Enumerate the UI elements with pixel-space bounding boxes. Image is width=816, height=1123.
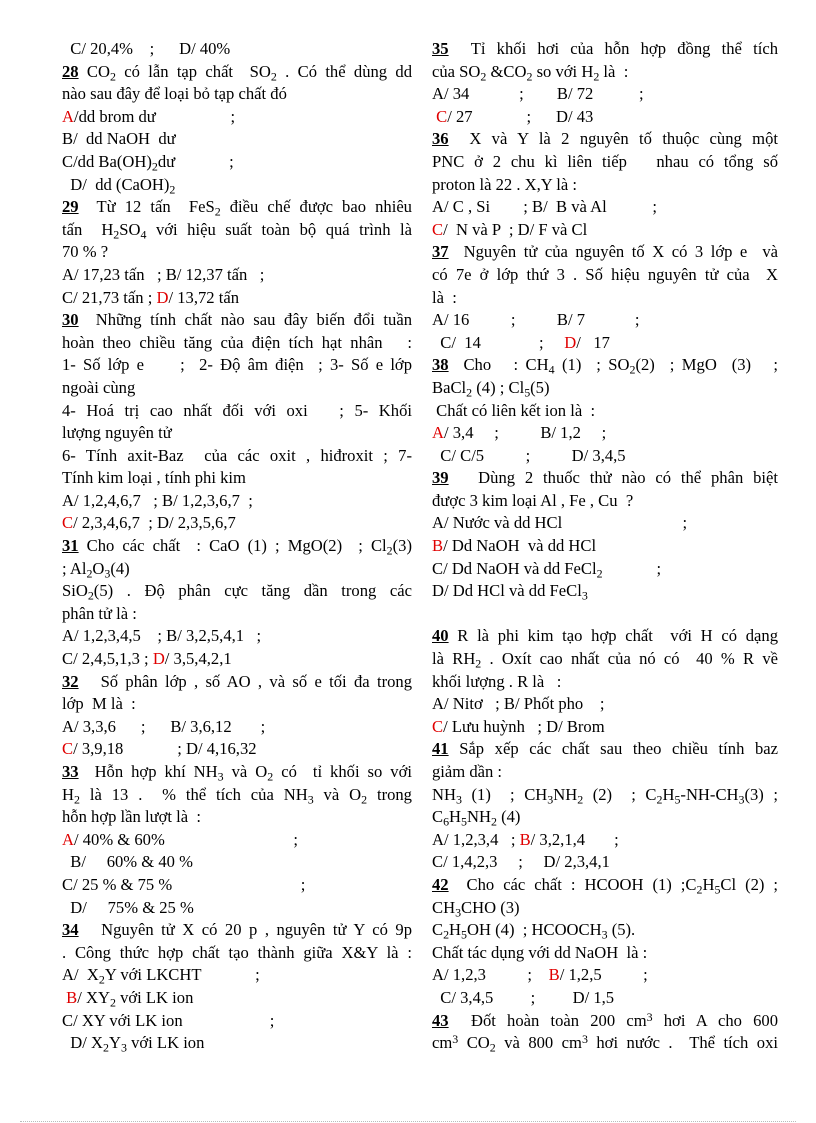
line-text: A/ 1,2,3 ; xyxy=(432,965,549,985)
line-text: có 7e ở lớp thứ 3 . Số hiệu nguyên tử của X xyxy=(432,264,778,284)
line-text: Cho : $CH_4$ (1) ; $SO_2(2)$ ; MgO (3) ; xyxy=(448,355,778,377)
line-text: lớp M là : xyxy=(62,694,136,714)
question-line xyxy=(62,61,412,84)
text-line xyxy=(432,332,778,355)
text-line xyxy=(432,784,778,807)
line-text: 70 % ? xyxy=(62,242,109,262)
text-line xyxy=(432,851,778,874)
text-line xyxy=(62,128,412,151)
answer-letter: C xyxy=(432,219,444,239)
line-text: A/ 34 ; B/ 72 ; xyxy=(432,84,644,104)
text-line xyxy=(432,648,778,671)
line-text: C/ 3,4,5 ; D/ 1,5 xyxy=(432,987,615,1007)
text-line xyxy=(62,332,412,355)
question-line xyxy=(432,1010,778,1033)
text-line xyxy=(432,919,778,942)
line-text: A/ 1,2,3,4,5 ; B/ 3,2,5,4,1 ; xyxy=(62,626,262,646)
text-line xyxy=(62,400,412,423)
text-line xyxy=(432,558,778,581)
text-line xyxy=(62,174,412,197)
question-number: 28 xyxy=(62,61,79,81)
question-line xyxy=(62,919,412,942)
line-text: A/ Nitơ ; B/ Phốt pho ; xyxy=(432,694,605,714)
right-column xyxy=(432,38,778,1055)
line-text: $CO_2$ có lẫn tạp chất $SO_2$ . Có thể dùng dd xyxy=(78,61,413,83)
text-line xyxy=(62,512,412,535)
text-line xyxy=(62,1010,412,1033)
text-line xyxy=(62,964,412,987)
line-text: Dùng 2 thuốc thử nào có thể phân biệt xyxy=(448,468,778,488)
text-line xyxy=(62,784,412,807)
line-text: / 17 xyxy=(576,332,610,352)
line-text: của $SO_2$ $\&CO_2$ so với $H_2$ là : xyxy=(432,61,629,83)
line-text: C/ 2,4,5,1,3 ; xyxy=(62,649,153,669)
line-text: B/ 60% & 40 % xyxy=(62,852,193,872)
text-line xyxy=(432,400,778,423)
line-text: A/ $X_2Y$ với LKCHT ; xyxy=(62,965,260,987)
line-text: Chất tác dụng với dd NaOH là : xyxy=(432,942,648,962)
answer-letter: C xyxy=(436,106,448,126)
question-line xyxy=(62,196,412,219)
question-line xyxy=(62,535,412,558)
text-line xyxy=(62,467,412,490)
page-footer-divider xyxy=(20,1121,796,1122)
line-text: / Lưu huỳnh ; D/ Brom xyxy=(443,716,605,736)
line-text: proton là 22 . X,Y là : xyxy=(432,174,578,194)
question-number: 34 xyxy=(62,920,79,940)
text-line xyxy=(432,806,778,829)
answer-letter: A xyxy=(432,423,444,443)
line-text: C/dd $Ba(OH)_2dư$ ; xyxy=(62,151,234,174)
text-line xyxy=(62,851,412,874)
answer-letter: C xyxy=(432,716,444,736)
line-text: $C_2H_5OH$ (4) ; $HCOOCH_3$ (5). xyxy=(432,920,636,942)
question-line xyxy=(62,309,412,332)
line-text: Tính kim loại , tính phi kim xyxy=(62,468,246,488)
line-text: D/ Dd HCl và dd FeCl$_3$ xyxy=(432,581,588,603)
question-number: 30 xyxy=(62,310,79,330)
question-number: 39 xyxy=(432,468,449,488)
text-line xyxy=(432,897,778,920)
line-text: hỗn hợp lần lượt là : xyxy=(62,807,201,827)
line-text: $CH_3CHO$ (3) xyxy=(432,897,520,919)
question-line xyxy=(432,128,778,151)
text-line xyxy=(62,241,412,264)
line-text: D/ $X_2Y_3$ với LK ion xyxy=(62,1033,205,1055)
text-line xyxy=(62,106,412,129)
text-line xyxy=(62,738,412,761)
text-line xyxy=(432,309,778,332)
answer-letter: C xyxy=(62,513,74,533)
line-text: C/ C/5 ; D/ 3,4,5 xyxy=(432,445,626,465)
answer-letter: B xyxy=(548,965,560,985)
line-text: lượng nguyên tử xyxy=(62,423,172,443)
question-line xyxy=(432,38,778,61)
text-line xyxy=(62,829,412,852)
answer-letter: D xyxy=(564,332,577,352)
text-line xyxy=(432,987,778,1010)
question-number: 31 xyxy=(62,536,79,556)
text-line xyxy=(62,897,412,920)
text-line xyxy=(432,490,778,513)
text-line xyxy=(62,603,412,626)
text-line xyxy=(432,716,778,739)
text-line xyxy=(62,354,412,377)
question-number: 37 xyxy=(432,242,449,262)
text-line xyxy=(62,377,412,400)
line-text: / 3,9,18 ; D/ 4,16,32 xyxy=(73,739,257,759)
question-number: 40 xyxy=(432,626,449,646)
text-line xyxy=(62,987,412,1010)
line-text: A/ 3,3,6 ; B/ 3,6,12 ; xyxy=(62,716,266,736)
text-line xyxy=(62,151,412,174)
question-line xyxy=(432,874,778,897)
line-text: Hỗn hợp khí $NH_3$ và $O_2$ có tỉ khối so với xyxy=(78,762,412,784)
text-line xyxy=(432,512,778,535)
line-text: D/ 75% & 25 % xyxy=(62,897,194,917)
line-text: là : xyxy=(432,287,457,307)
text-line xyxy=(62,83,412,106)
line-text: $C_6H_5NH_2$ (4) xyxy=(432,807,521,829)
question-number: 32 xyxy=(62,671,79,691)
left-column xyxy=(62,38,412,1055)
line-text: A/ 1,2,4,6,7 ; B/ 1,2,3,6,7 ; xyxy=(62,490,253,510)
text-line xyxy=(432,106,778,129)
answer-letter: B xyxy=(519,829,531,849)
line-text: SiO$_2$(5) . Độ phân cực tăng dần trong các xyxy=(62,581,412,603)
line-text: là $RH_2$ . Oxít cao nhất của nó có 40 % R về xyxy=(432,649,778,671)
line-text: PNC ở 2 chu kì liên tiếp nhau có tổng số xyxy=(432,151,778,171)
line-text: Số phân lớp , số AO , và số e tối đa trong xyxy=(78,671,412,691)
question-line xyxy=(62,761,412,784)
line-text: Cho các chất : HCOOH (1) $;C_2H_5Cl$ (2) ; xyxy=(448,874,779,897)
question-line xyxy=(432,241,778,264)
question-number: 41 xyxy=(432,739,449,759)
line-text: Tỉ khối hơi của hỗn hợp đồng thể tích xyxy=(448,39,778,58)
text-line xyxy=(62,716,412,739)
answer-letter: B xyxy=(432,536,444,556)
line-text: C/ 14 ; xyxy=(432,332,565,352)
question-number: 29 xyxy=(62,197,79,217)
text-line xyxy=(62,264,412,287)
line-text: C/ 21,73 tấn ; xyxy=(62,287,157,307)
text-line xyxy=(62,1032,412,1055)
line-text: /dd brom dư ; xyxy=(73,106,236,126)
line-text: / 40% & 60% ; xyxy=(73,829,298,849)
line-text: 1- Số lớp e ; 2- Độ âm điện ; 3- Số e lớp xyxy=(62,355,412,375)
line-text: Nguyên tử X có 20 p , nguyên tử Y có 9p xyxy=(78,920,412,940)
text-line xyxy=(432,264,778,287)
text-line xyxy=(62,580,412,603)
text-line xyxy=(432,196,778,219)
text-line xyxy=(62,874,412,897)
text-line xyxy=(432,964,778,987)
text-line xyxy=(432,174,778,197)
text-line xyxy=(432,671,778,694)
line-text: 6- Tính axit-Baz của các oxit , hiđroxit ; 7- xyxy=(62,445,412,465)
text-line xyxy=(432,61,778,84)
line-text: C/ XY với LK ion ; xyxy=(62,1010,275,1030)
text-line xyxy=(432,829,778,852)
line-text: ; $Al_2O_3(4)$ xyxy=(62,558,130,580)
question-number: 38 xyxy=(432,355,449,375)
line-text: phân tử là : xyxy=(62,603,137,623)
line-text: A/ C , Si ; B/ B và Al ; xyxy=(432,197,657,217)
text-line xyxy=(432,151,778,174)
line-text: $H_2$ là 13 . % thể tích của $NH_3$ và $O_2$ trong xyxy=(62,784,412,806)
line-text: / 2,3,4,6,7 ; D/ 2,3,5,6,7 xyxy=(73,513,236,533)
line-text: Đốt hoàn toàn 200 $cm^3$ hơi A cho 600 xyxy=(448,1009,779,1030)
line-text: B/ dd NaOH dư xyxy=(62,129,176,149)
line-text: Nguyên tử của nguyên tố X có 3 lớp e và xyxy=(448,242,778,262)
text-line xyxy=(62,806,412,829)
text-line xyxy=(432,580,778,603)
line-text: / 3,2,1,4 ; xyxy=(530,829,619,849)
text-line xyxy=(432,445,778,468)
line-text: khối lượng . R là : xyxy=(432,671,562,691)
text-line xyxy=(62,422,412,445)
text-line xyxy=(62,445,412,468)
text-line xyxy=(62,490,412,513)
text-line xyxy=(432,535,778,558)
line-text: C/ 25 % & 75 % ; xyxy=(62,874,306,894)
text-line xyxy=(432,422,778,445)
text-line xyxy=(432,1032,778,1055)
line-text: . Công thức hợp chất tạo thành giữa X&Y là : xyxy=(62,942,412,962)
question-number: 43 xyxy=(432,1010,449,1030)
text-line xyxy=(62,942,412,965)
line-text: / 1,2,5 ; xyxy=(559,965,648,985)
line-text: C/ 1,4,2,3 ; D/ 2,3,4,1 xyxy=(432,852,610,872)
line-text: hoàn theo chiều tăng của điện tích hạt nhân : xyxy=(62,332,412,352)
text-line xyxy=(62,693,412,716)
line-text: / $XY_2$ với LK ion xyxy=(77,987,194,1010)
text-line xyxy=(432,693,778,716)
line-text: Sắp xếp các chất sau theo chiều tính baz xyxy=(448,739,778,759)
text-line xyxy=(62,625,412,648)
line-text: $cm^3$ $CO_2$ và 800 $cm^3$ hơi nước . Thể tích oxi xyxy=(432,1032,778,1055)
question-line xyxy=(432,467,778,490)
answer-letter: B xyxy=(66,987,78,1007)
question-number: 33 xyxy=(62,762,79,781)
line-text: R là phi kim tạo hợp chất với H có dạng xyxy=(448,626,778,646)
text-line xyxy=(62,648,412,671)
text-line xyxy=(62,287,412,310)
text-line xyxy=(432,761,778,784)
answer-letter: C xyxy=(62,739,74,759)
line-text: / 3,4 ; B/ 1,2 ; xyxy=(443,423,607,443)
line-text: được 3 kim loại Al , Fe , Cu ? xyxy=(432,490,634,510)
question-line xyxy=(432,625,778,648)
text-line xyxy=(432,377,778,400)
question-number: 42 xyxy=(432,874,449,894)
line-text: $NH_3$ (1) ; $CH_3NH_2$ (2) ; $C_2H_5-NH-CH_3(3)$ ; xyxy=(432,784,779,806)
line-text: A/ Nước và dd HCl ; xyxy=(432,513,688,533)
blank-line xyxy=(432,603,778,626)
line-text: Chất có liên kết ion là : xyxy=(432,400,596,420)
text-line xyxy=(432,287,778,310)
text-line xyxy=(432,942,778,965)
line-text: Từ 12 tấn FeS$_2$ điều chế được bao nhiêu xyxy=(78,197,412,219)
line-text: giảm dần : xyxy=(432,762,503,781)
line-text: / N và P ; D/ F và Cl xyxy=(443,219,588,239)
line-text: Những tính chất nào sau đây biến đổi tuần xyxy=(78,310,412,330)
question-number: 35 xyxy=(432,39,449,58)
question-line xyxy=(432,354,778,377)
question-number: 36 xyxy=(432,129,449,149)
text-line xyxy=(62,38,412,61)
line-text: Cho các chất : CaO (1) ; MgO(2) ; $Cl_2(3)$ xyxy=(78,536,412,558)
line-text: A/ 1,2,3,4 ; xyxy=(432,829,520,849)
line-text: / 13,72 tấn xyxy=(168,287,239,307)
line-text: / 27 ; D/ 43 xyxy=(447,106,594,126)
line-text: nào sau đây để loại bỏ tạp chất đó xyxy=(62,84,287,104)
line-text: X và Y là 2 nguyên tố thuộc cùng một xyxy=(448,129,778,149)
answer-letter: D xyxy=(156,287,169,307)
answer-letter: A xyxy=(62,829,74,849)
text-line xyxy=(62,558,412,581)
text-line xyxy=(432,83,778,106)
line-text: C/ 20,4% ; D/ 40% xyxy=(62,39,231,58)
answer-letter: D xyxy=(152,649,165,669)
question-line xyxy=(62,671,412,694)
text-line xyxy=(432,219,778,242)
line-text: D/ dd $(CaOH)_2$ xyxy=(62,174,176,196)
line-text: A/ 16 ; B/ 7 ; xyxy=(432,310,640,330)
line-text: / Dd NaOH và dd HCl xyxy=(443,536,597,556)
question-line xyxy=(432,738,778,761)
line-text: BaCl$_2$ (4) ; $Cl_5(5)$ xyxy=(432,377,550,400)
line-text: C/ Dd NaOH và dd FeCl$_2$ ; xyxy=(432,558,662,580)
line-text: tấn $H_2SO_4$ với hiệu suất toàn bộ quá trình là xyxy=(62,219,412,242)
line-text: / 3,5,4,2,1 xyxy=(164,649,232,669)
answer-letter: A xyxy=(62,106,74,126)
line-text: 4- Hoá trị cao nhất đối với oxi ; 5- Khối xyxy=(62,400,412,420)
line-text: A/ 17,23 tấn ; B/ 12,37 tấn ; xyxy=(62,264,265,284)
line-text: ngoài cùng xyxy=(62,377,136,397)
text-line xyxy=(62,219,412,242)
